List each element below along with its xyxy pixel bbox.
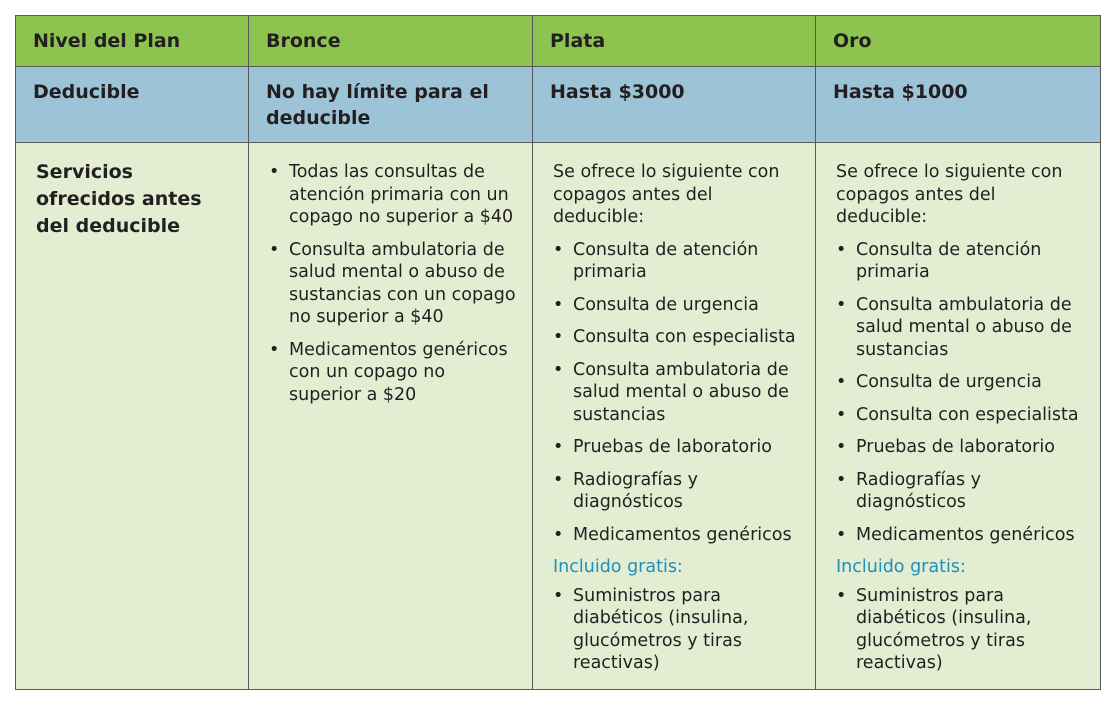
deductible-row: [16, 67, 1101, 143]
header-cell-bronze: [249, 16, 533, 67]
list-item: • Todas las consultas de atención primaria con un copago no superior a $40: [269, 161, 518, 229]
silver-free-label: Incluido gratis:: [553, 557, 683, 577]
list-item: • Pruebas de laboratorio: [553, 436, 801, 459]
list-item: • Consulta ambulatoria de salud mental o abuso de sustancias con un copago no superior a $40: [269, 239, 518, 329]
list-item: • Radiografías y diagnósticos: [836, 469, 1086, 514]
services-label: Servicios ofrecidos antes del deducible: [36, 161, 202, 237]
gold-free-label: Incluido gratis:: [836, 557, 966, 577]
deductible-gold: Hasta $1000: [833, 81, 968, 103]
list-item: • Consulta ambulatoria de salud mental o abuso de sustancias: [553, 359, 801, 427]
header-bronze: Bronce: [266, 30, 341, 52]
silver-services-list: [553, 239, 801, 547]
list-item: • Radiografías y diagnósticos: [553, 469, 801, 514]
list-item: • Suministros para diabéticos (insulina, glucómetros y tiras reactivas): [553, 585, 801, 675]
list-item: • Consulta de urgencia: [553, 294, 801, 317]
services-silver-cell: [533, 143, 816, 690]
list-item: • Medicamentos genéricos: [553, 524, 801, 547]
deductible-label-cell: [16, 67, 249, 143]
deductible-bronze-cell: [249, 67, 533, 143]
gold-free-list: [836, 585, 1086, 675]
services-row: [16, 143, 1101, 690]
silver-intro-text: Se ofrece lo siguiente con copagos antes del deducible:: [553, 162, 780, 227]
deductible-gold-cell: [816, 67, 1101, 143]
bronze-services-list: [269, 161, 518, 406]
deductible-silver-cell: [533, 67, 816, 143]
header-cell-silver: [533, 16, 816, 67]
gold-services-list: [836, 239, 1086, 547]
header-cell-gold: [816, 16, 1101, 67]
list-item: • Medicamentos genéricos con un copago no superior a $20: [269, 339, 518, 407]
plan-comparison-table: [15, 15, 1101, 690]
header-row: [16, 16, 1101, 67]
silver-free-list: [553, 585, 801, 675]
list-item: • Pruebas de laboratorio: [836, 436, 1086, 459]
list-item: • Consulta ambulatoria de salud mental o abuso de sustancias: [836, 294, 1086, 362]
list-item: • Medicamentos genéricos: [836, 524, 1086, 547]
list-item: • Consulta con especialista: [836, 404, 1086, 427]
list-item: • Suministros para diabéticos (insulina, glucómetros y tiras reactivas): [836, 585, 1086, 675]
gold-intro-text: Se ofrece lo siguiente con copagos antes del deducible:: [836, 162, 1063, 227]
list-item: • Consulta de urgencia: [836, 371, 1086, 394]
header-cell-plan-level: [16, 16, 249, 67]
services-label-cell: [16, 143, 249, 690]
deductible-label: Deducible: [33, 81, 140, 103]
list-item: • Consulta de atención primaria: [836, 239, 1086, 284]
services-gold-cell: [816, 143, 1101, 690]
header-plan-level: Nivel del Plan: [33, 30, 181, 52]
services-bronze-cell: [249, 143, 533, 690]
header-silver: Plata: [550, 30, 606, 52]
deductible-silver: Hasta $3000: [550, 81, 685, 103]
list-item: • Consulta con especialista: [553, 326, 801, 349]
list-item: • Consulta de atención primaria: [553, 239, 801, 284]
deductible-bronze: No hay límite para el deducible: [266, 81, 489, 129]
header-gold: Oro: [833, 30, 872, 52]
